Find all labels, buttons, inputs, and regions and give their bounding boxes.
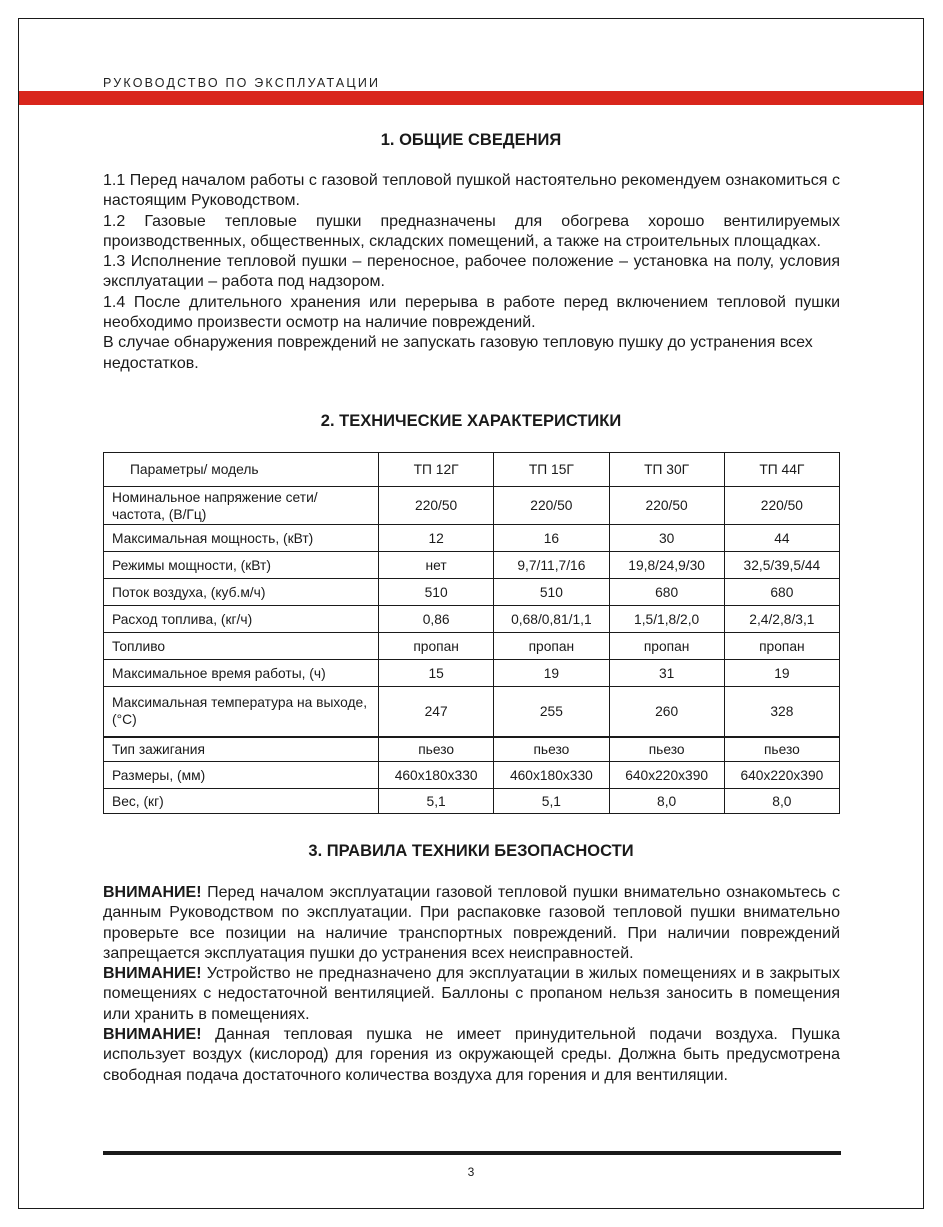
table-cell: 220/50	[609, 487, 724, 525]
table-row	[104, 487, 840, 525]
running-header: РУКОВОДСТВО ПО ЭКСПЛУАТАЦИИ	[103, 76, 381, 90]
table-row	[104, 687, 840, 737]
table-cell: 9,7/11,7/16	[494, 552, 609, 579]
table-cell-param: Поток воздуха, (куб.м/ч)	[104, 579, 379, 606]
table-cell: 328	[724, 687, 839, 737]
table-cell: 510	[379, 579, 494, 606]
table-cell: 30	[609, 525, 724, 552]
page	[18, 18, 924, 1209]
table-cell: 1,5/1,8/2,0	[609, 606, 724, 633]
table-row	[104, 552, 840, 579]
table-cell: 32,5/39,5/44	[724, 552, 839, 579]
footer-rule	[103, 1151, 841, 1155]
table-cell-param: Номинальное напряжение сети/ частота, (В/Гц)	[104, 487, 379, 525]
table-cell-param: Тип зажигания	[104, 737, 379, 762]
table-header-cell: ТП 44Г	[724, 453, 839, 487]
warning-text: Устройство не предназначено для эксплуатации в жилых помещениях и в закрытых помещениях с недостаточной вентиляцией. Баллоны с пропаном нельзя заносить в помещения или хранить в помещениях.	[103, 965, 840, 1023]
table-row	[104, 737, 840, 762]
paragraph-1-1: 1.1 Перед началом работы с газовой тепловой пушкой настоятельно рекомендуем ознакомиться с настоящим Руководством.	[103, 172, 840, 210]
table-header-cell: ТП 12Г	[379, 453, 494, 487]
table-row	[104, 633, 840, 660]
warning-label: ВНИМАНИЕ!	[103, 1026, 202, 1044]
warning-label: ВНИМАНИЕ!	[103, 965, 202, 983]
section-3-title: 3. ПРАВИЛА ТЕХНИКИ БЕЗОПАСНОСТИ	[308, 842, 634, 860]
table-header-cell: ТП 15Г	[494, 453, 609, 487]
section-3-body	[103, 883, 840, 1086]
table-row	[104, 606, 840, 633]
table-cell: 31	[609, 660, 724, 687]
paragraph-1-4: 1.4 После длительного хранения или перерыва в работе перед включением тепловой пушки необходимо произвести осмотр на наличие повреждений.	[103, 293, 840, 332]
table-cell: 220/50	[379, 487, 494, 525]
table-cell: 260	[609, 687, 724, 737]
table-cell: пропан	[379, 633, 494, 660]
warning-3	[103, 1025, 840, 1086]
table-cell: пьезо	[724, 737, 839, 762]
table-cell: 460x180x330	[379, 762, 494, 789]
table-header-row	[104, 453, 840, 487]
table-row	[104, 525, 840, 552]
table-cell: 16	[494, 525, 609, 552]
table-cell: 5,1	[494, 789, 609, 814]
table-cell: нет	[379, 552, 494, 579]
table-row	[104, 762, 840, 789]
paragraph-damage-note: В случае обнаружения повреждений не запускать газовую тепловую пушку до устранения всех недостатков.	[103, 334, 813, 372]
warning-1	[103, 883, 840, 964]
section-1-body	[103, 171, 840, 374]
table-cell: 680	[724, 579, 839, 606]
table-cell: пьезо	[609, 737, 724, 762]
page-number: 3	[467, 1165, 475, 1179]
table-cell: 2,4/2,8/3,1	[724, 606, 839, 633]
table-cell: 19	[724, 660, 839, 687]
table-cell: 0,86	[379, 606, 494, 633]
warning-text: Перед началом эксплуатации газовой тепловой пушки внимательно ознакомьтесь с данным Руководством по эксплуатации. При распаковке газовой тепловой пушки внимательно проверьте все позиции на наличие транспортных повреждений. При наличии повреждений запрещается эксплуатация пушки до устранения всех неисправностей.	[103, 884, 840, 962]
table-cell: пропан	[609, 633, 724, 660]
table-cell-param: Расход топлива, (кг/ч)	[104, 606, 379, 633]
table-cell-param: Максимальное время работы, (ч)	[104, 660, 379, 687]
table-cell: 680	[609, 579, 724, 606]
table-cell-param: Вес, (кг)	[104, 789, 379, 814]
table-cell: 12	[379, 525, 494, 552]
table-row	[104, 789, 840, 814]
spec-table	[103, 452, 840, 814]
table-cell-param: Режимы мощности, (кВт)	[104, 552, 379, 579]
table-cell: 19,8/24,9/30	[609, 552, 724, 579]
table-cell: 15	[379, 660, 494, 687]
table-cell-param: Размеры, (мм)	[104, 762, 379, 789]
table-cell: 8,0	[609, 789, 724, 814]
table-cell: пропан	[494, 633, 609, 660]
table-row	[104, 660, 840, 687]
table-cell: 5,1	[379, 789, 494, 814]
header-accent-bar	[19, 91, 923, 105]
table-cell: пьезо	[494, 737, 609, 762]
section-2-title: 2. ТЕХНИЧЕСКИЕ ХАРАКТЕРИСТИКИ	[320, 412, 622, 430]
table-cell: 8,0	[724, 789, 839, 814]
table-cell: 0,68/0,81/1,1	[494, 606, 609, 633]
table-header-cell: ТП 30Г	[609, 453, 724, 487]
table-cell-param: Максимальная температура на выходе, (°С)	[104, 687, 379, 737]
paragraph-1-3: 1.3 Исполнение тепловой пушки – переносное, рабочее положение – установка на полу, условия эксплуатации – работа под надзором.	[103, 253, 840, 291]
table-cell: 247	[379, 687, 494, 737]
table-cell: 220/50	[724, 487, 839, 525]
table-cell: пьезо	[379, 737, 494, 762]
table-header-cell: Параметры/ модель	[104, 453, 379, 487]
warning-2	[103, 964, 840, 1025]
paragraph-1-2: 1.2 Газовые тепловые пушки предназначены для обогрева хорошо вентилируемых производственных, общественных, складских помещений, а также на строительных площадках.	[103, 212, 840, 250]
section-1-title: 1. ОБЩИЕ СВЕДЕНИЯ	[380, 131, 562, 149]
table-row	[104, 579, 840, 606]
warning-text: Данная тепловая пушка не имеет принудительной подачи воздуха. Пушка использует воздух (кислород) для горения из окружающей среды. Должна быть предусмотрена свободная подача достаточного количества воздуха для горения и для вентиляции.	[103, 1026, 840, 1084]
table-cell: 220/50	[494, 487, 609, 525]
table-cell: 640x220x390	[724, 762, 839, 789]
table-cell-param: Максимальная мощность, (кВт)	[104, 525, 379, 552]
table-cell: 640x220x390	[609, 762, 724, 789]
table-cell: 255	[494, 687, 609, 737]
table-cell: пропан	[724, 633, 839, 660]
table-cell: 19	[494, 660, 609, 687]
table-cell: 510	[494, 579, 609, 606]
warning-label: ВНИМАНИЕ!	[103, 884, 202, 901]
table-cell: 460x180x330	[494, 762, 609, 789]
table-cell-param: Топливо	[104, 633, 379, 660]
table-cell: 44	[724, 525, 839, 552]
